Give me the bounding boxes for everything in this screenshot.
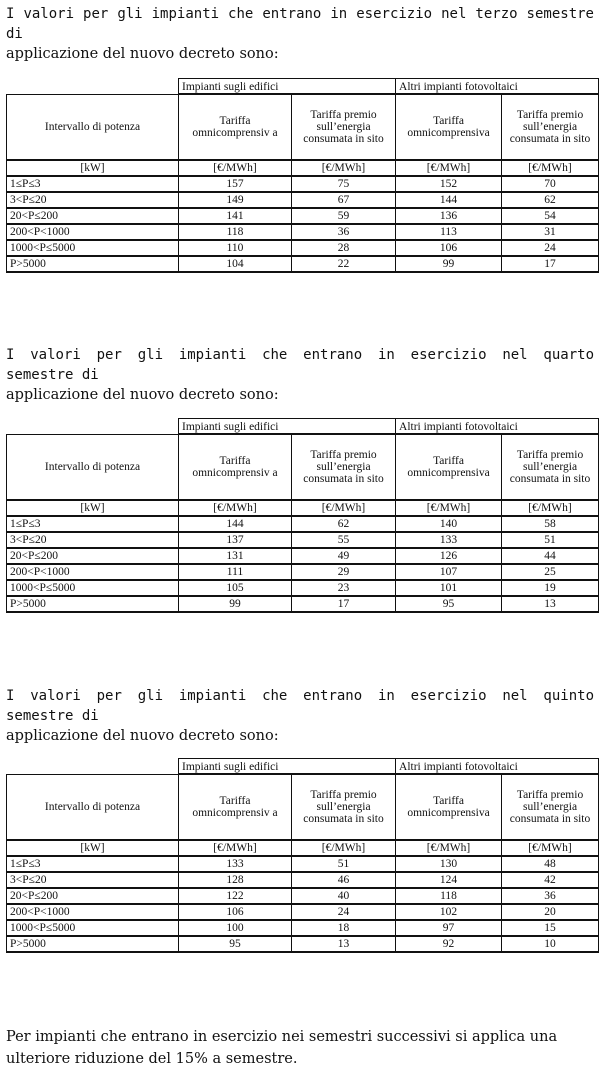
- value-cell: 31: [502, 224, 599, 240]
- group-header-row: [7, 419, 599, 435]
- value-cell: 126: [396, 548, 502, 564]
- table-row: [7, 532, 599, 548]
- value-cell: 54: [502, 208, 599, 224]
- header-tariff-omni-others: Tariffa omnicomprensiva: [396, 94, 502, 160]
- value-cell: 106: [179, 904, 292, 920]
- value-cell: 10: [502, 936, 599, 952]
- value-cell: 92: [396, 936, 502, 952]
- value-cell: 36: [292, 224, 396, 240]
- value-cell: 99: [179, 596, 292, 612]
- header-tariff-omni-others: Tariffa omnicomprensiva: [396, 434, 502, 500]
- header-interval: Intervallo di potenza: [7, 774, 179, 840]
- header-premium-buildings: Tariffa premio sull’energia consumata in sito: [292, 94, 396, 160]
- unit-cell: [€/MWh]: [179, 500, 292, 516]
- value-cell: 62: [292, 516, 396, 532]
- value-cell: 95: [179, 936, 292, 952]
- range-cell: 20<P≤200: [7, 208, 179, 224]
- value-cell: 13: [502, 596, 599, 612]
- value-cell: 48: [502, 856, 599, 872]
- header-tariff-omni-buildings: Tariffa omnicomprensiv a: [179, 774, 292, 840]
- unit-cell: [kW]: [7, 840, 179, 856]
- units-row: [7, 840, 599, 856]
- value-cell: 133: [179, 856, 292, 872]
- table-row: [7, 208, 599, 224]
- table-row: [7, 872, 599, 888]
- group-header-buildings: Impianti sugli edifici: [179, 759, 396, 775]
- range-cell: P>5000: [7, 256, 179, 272]
- value-cell: 107: [396, 564, 502, 580]
- intro-line-a: I valori per gli impianti che entrano in esercizio nel quinto semestre di: [6, 688, 594, 724]
- unit-cell: [€/MWh]: [292, 500, 396, 516]
- value-cell: 136: [396, 208, 502, 224]
- table-row: [7, 856, 599, 872]
- unit-cell: [€/MWh]: [502, 160, 599, 176]
- intro-line-b: applicazione del nuovo decreto sono:: [6, 728, 279, 744]
- table-row: [7, 596, 599, 612]
- value-cell: 23: [292, 580, 396, 596]
- range-cell: 200<P<1000: [7, 904, 179, 920]
- header-interval: Intervallo di potenza: [7, 434, 179, 500]
- range-cell: P>5000: [7, 936, 179, 952]
- range-cell: 1000<P≤5000: [7, 920, 179, 936]
- header-tariff-omni-buildings: Tariffa omnicomprensiv a: [179, 94, 292, 160]
- units-row: [7, 160, 599, 176]
- range-cell: 3<P≤20: [7, 532, 179, 548]
- table-row: [7, 224, 599, 240]
- range-cell: 3<P≤20: [7, 872, 179, 888]
- value-cell: 130: [396, 856, 502, 872]
- range-cell: 20<P≤200: [7, 548, 179, 564]
- header-premium-buildings: Tariffa premio sull’energia consumata in sito: [292, 434, 396, 500]
- value-cell: 28: [292, 240, 396, 256]
- value-cell: 22: [292, 256, 396, 272]
- intro-paragraph-2: [6, 345, 594, 405]
- table-row: [7, 936, 599, 952]
- table-row: [7, 580, 599, 596]
- table-row: [7, 176, 599, 192]
- header-premium-others: Tariffa premio sull’energia consumata in sito: [502, 94, 599, 160]
- value-cell: 122: [179, 888, 292, 904]
- group-header-others: Altri impianti fotovoltaici: [396, 759, 599, 775]
- value-cell: 133: [396, 532, 502, 548]
- table-row: [7, 240, 599, 256]
- value-cell: 15: [502, 920, 599, 936]
- value-cell: 118: [179, 224, 292, 240]
- value-cell: 49: [292, 548, 396, 564]
- value-cell: 51: [502, 532, 599, 548]
- table-row: [7, 256, 599, 272]
- range-cell: 3<P≤20: [7, 192, 179, 208]
- intro-paragraph-1: [6, 4, 594, 64]
- header-premium-buildings: Tariffa premio sull’energia consumata in sito: [292, 774, 396, 840]
- value-cell: 128: [179, 872, 292, 888]
- table-row: [7, 516, 599, 532]
- range-cell: 200<P<1000: [7, 564, 179, 580]
- unit-cell: [€/MWh]: [396, 840, 502, 856]
- header-interval: Intervallo di potenza: [7, 94, 179, 160]
- value-cell: 118: [396, 888, 502, 904]
- value-cell: 95: [396, 596, 502, 612]
- header-tariff-omni-others: Tariffa omnicomprensiva: [396, 774, 502, 840]
- value-cell: 18: [292, 920, 396, 936]
- group-header-others: Altri impianti fotovoltaici: [396, 79, 599, 95]
- table-row: [7, 920, 599, 936]
- value-cell: 46: [292, 872, 396, 888]
- value-cell: 20: [502, 904, 599, 920]
- tariff-table-fourth-semester: [6, 418, 599, 613]
- value-cell: 140: [396, 516, 502, 532]
- range-cell: 1000<P≤5000: [7, 580, 179, 596]
- value-cell: 101: [396, 580, 502, 596]
- value-cell: 36: [502, 888, 599, 904]
- column-header-row: [7, 434, 599, 500]
- value-cell: 141: [179, 208, 292, 224]
- value-cell: 149: [179, 192, 292, 208]
- closing-paragraph: [6, 1026, 594, 1070]
- unit-cell: [€/MWh]: [179, 840, 292, 856]
- table-row: [7, 564, 599, 580]
- value-cell: 29: [292, 564, 396, 580]
- value-cell: 144: [179, 516, 292, 532]
- table-row: [7, 904, 599, 920]
- value-cell: 70: [502, 176, 599, 192]
- value-cell: 67: [292, 192, 396, 208]
- range-cell: 1≤P≤3: [7, 516, 179, 532]
- value-cell: 99: [396, 256, 502, 272]
- value-cell: 102: [396, 904, 502, 920]
- table-row: [7, 192, 599, 208]
- range-cell: 200<P<1000: [7, 224, 179, 240]
- group-header-row: [7, 79, 599, 95]
- value-cell: 113: [396, 224, 502, 240]
- value-cell: 51: [292, 856, 396, 872]
- value-cell: 19: [502, 580, 599, 596]
- value-cell: 144: [396, 192, 502, 208]
- table-row: [7, 548, 599, 564]
- value-cell: 24: [292, 904, 396, 920]
- closing-line-1: Per impianti che entrano in esercizio nei semestri successivi si applica una: [6, 1029, 558, 1045]
- unit-cell: [€/MWh]: [292, 160, 396, 176]
- unit-cell: [€/MWh]: [179, 160, 292, 176]
- value-cell: 106: [396, 240, 502, 256]
- range-cell: P>5000: [7, 596, 179, 612]
- value-cell: 58: [502, 516, 599, 532]
- value-cell: 97: [396, 920, 502, 936]
- column-header-row: [7, 774, 599, 840]
- range-cell: 1≤P≤3: [7, 856, 179, 872]
- intro-paragraph-3: [6, 686, 594, 746]
- unit-cell: [kW]: [7, 160, 179, 176]
- value-cell: 24: [502, 240, 599, 256]
- range-cell: 20<P≤200: [7, 888, 179, 904]
- unit-cell: [€/MWh]: [502, 500, 599, 516]
- value-cell: 75: [292, 176, 396, 192]
- value-cell: 110: [179, 240, 292, 256]
- value-cell: 131: [179, 548, 292, 564]
- column-header-row: [7, 94, 599, 160]
- value-cell: 124: [396, 872, 502, 888]
- value-cell: 137: [179, 532, 292, 548]
- value-cell: 25: [502, 564, 599, 580]
- unit-cell: [€/MWh]: [292, 840, 396, 856]
- table-row: [7, 888, 599, 904]
- range-cell: 1≤P≤3: [7, 176, 179, 192]
- value-cell: 104: [179, 256, 292, 272]
- header-premium-others: Tariffa premio sull’energia consumata in sito: [502, 774, 599, 840]
- group-header-row: [7, 759, 599, 775]
- value-cell: 59: [292, 208, 396, 224]
- unit-cell: [€/MWh]: [502, 840, 599, 856]
- range-cell: 1000<P≤5000: [7, 240, 179, 256]
- value-cell: 157: [179, 176, 292, 192]
- value-cell: 42: [502, 872, 599, 888]
- intro-line-b: applicazione del nuovo decreto sono:: [6, 387, 279, 403]
- closing-line-2: ulteriore riduzione del 15% a semestre.: [6, 1051, 298, 1067]
- value-cell: 13: [292, 936, 396, 952]
- value-cell: 105: [179, 580, 292, 596]
- unit-cell: [kW]: [7, 500, 179, 516]
- value-cell: 100: [179, 920, 292, 936]
- header-tariff-omni-buildings: Tariffa omnicomprensiv a: [179, 434, 292, 500]
- unit-cell: [€/MWh]: [396, 160, 502, 176]
- value-cell: 55: [292, 532, 396, 548]
- group-header-buildings: Impianti sugli edifici: [179, 79, 396, 95]
- value-cell: 17: [292, 596, 396, 612]
- value-cell: 62: [502, 192, 599, 208]
- tariff-table-fifth-semester: [6, 758, 599, 953]
- tariff-table-third-semester: [6, 78, 599, 273]
- units-row: [7, 500, 599, 516]
- group-header-buildings: Impianti sugli edifici: [179, 419, 396, 435]
- value-cell: 40: [292, 888, 396, 904]
- value-cell: 44: [502, 548, 599, 564]
- intro-line-a: I valori per gli impianti che entrano in esercizio nel quarto semestre di: [6, 347, 594, 383]
- value-cell: 152: [396, 176, 502, 192]
- group-header-others: Altri impianti fotovoltaici: [396, 419, 599, 435]
- intro-line-b: applicazione del nuovo decreto sono:: [6, 46, 279, 62]
- unit-cell: [€/MWh]: [396, 500, 502, 516]
- value-cell: 111: [179, 564, 292, 580]
- value-cell: 17: [502, 256, 599, 272]
- intro-line-a: I valori per gli impianti che entrano in esercizio nel terzo semestre di: [6, 6, 594, 42]
- header-premium-others: Tariffa premio sull’energia consumata in sito: [502, 434, 599, 500]
